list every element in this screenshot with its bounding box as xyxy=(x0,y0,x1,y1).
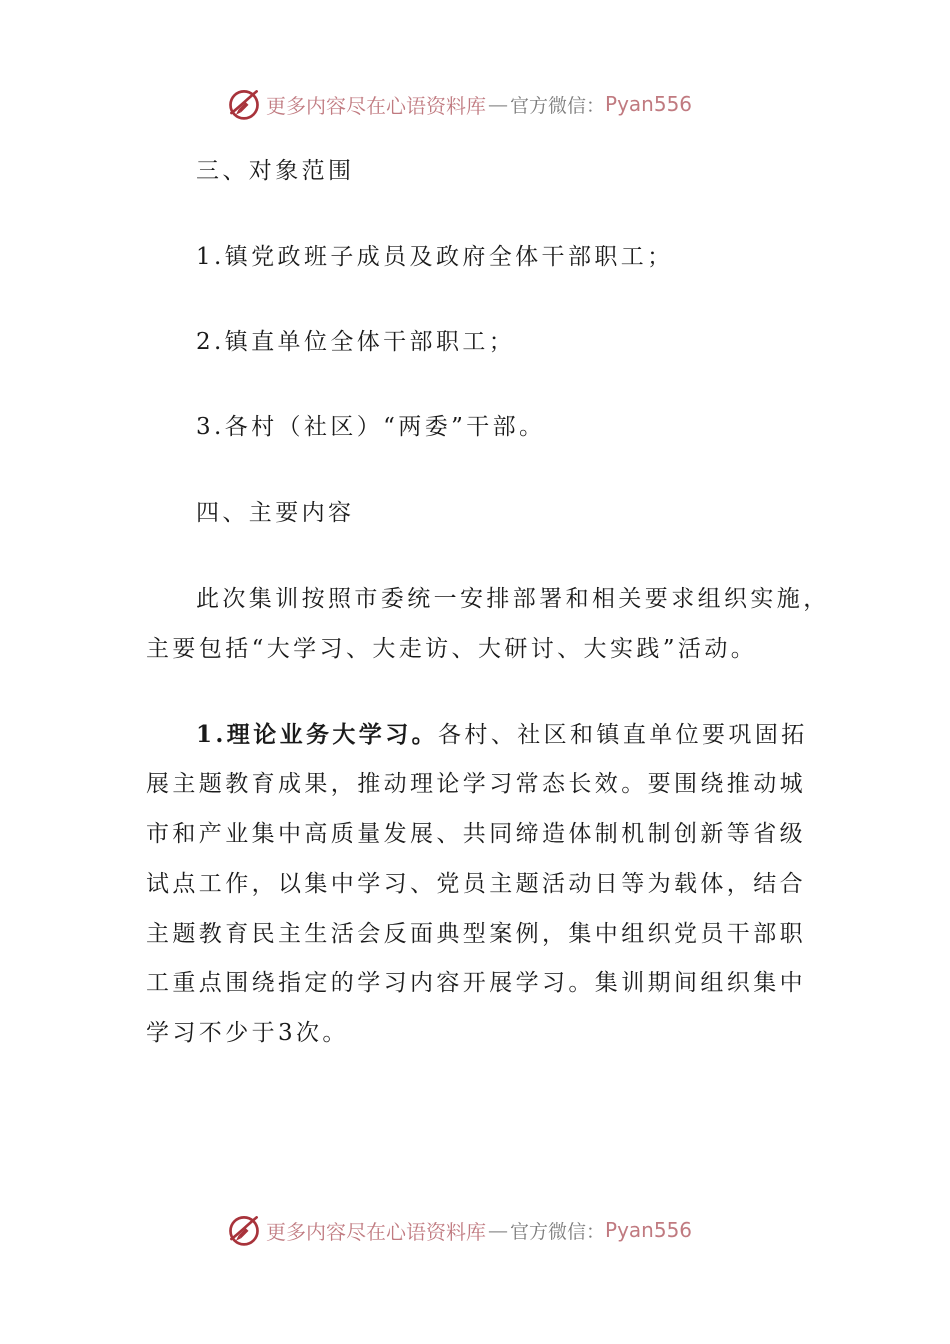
item1-line-6: 工重点围绕指定的学习内容开展学习。集训期间组织集中 xyxy=(146,970,806,996)
watermark-dash: — xyxy=(488,92,508,116)
item1-line-1 xyxy=(0,720,950,750)
footer-watermark xyxy=(226,1210,746,1250)
item1-line-2: 展主题教育成果，推动理论学习常态长效。要围绕推动城 xyxy=(146,771,806,797)
watermark-dash: — xyxy=(488,1218,508,1242)
watermark-brand: 更多内容尽在心语资料库 xyxy=(266,1219,486,1244)
item1-line-3: 市和产业集中高质量发展、共同缔造体制机制创新等省级 xyxy=(146,821,806,847)
watermark-official-label: 官方微信： xyxy=(510,1220,606,1243)
header-watermark xyxy=(226,84,746,124)
item1-line-4: 试点工作，以集中学习、党员主题活动日等为载体，结合 xyxy=(146,871,806,897)
item1-line-7: 学习不少于3次。 xyxy=(146,1020,349,1046)
section3-item-3: 3.各村（社区）“两委”干部。 xyxy=(196,414,546,440)
watermark-brand: 更多内容尽在心语资料库 xyxy=(266,93,486,118)
pen-circle-logo-icon xyxy=(226,1212,262,1248)
pen-circle-logo-icon xyxy=(226,86,262,122)
item1-line-5: 主题教育民主生活会反面典型案例，集中组织党员干部职 xyxy=(146,921,806,947)
watermark-wechat-id: Pyan556 xyxy=(605,1218,693,1242)
watermark-wechat-id: Pyan556 xyxy=(605,92,693,116)
intro-line-1: 此次集训按照市委统一安排部署和相关要求组织实施， xyxy=(196,586,830,612)
section3-heading: 三、对象范围 xyxy=(196,158,355,184)
section3-item-2: 2.镇直单位全体干部职工； xyxy=(196,329,516,355)
item1-title: 1.理论业务大学习。 xyxy=(196,721,439,748)
watermark-official-label: 官方微信： xyxy=(510,94,606,117)
item1-first-line-rest: 各村、社区和镇直单位要巩固拓 xyxy=(438,722,808,748)
section3-item-1: 1.镇党政班子成员及政府全体干部职工； xyxy=(196,244,674,270)
intro-line-2: 主要包括“大学习、大走访、大研讨、大实践”活动。 xyxy=(146,636,758,662)
section4-heading: 四、主要内容 xyxy=(196,500,355,526)
